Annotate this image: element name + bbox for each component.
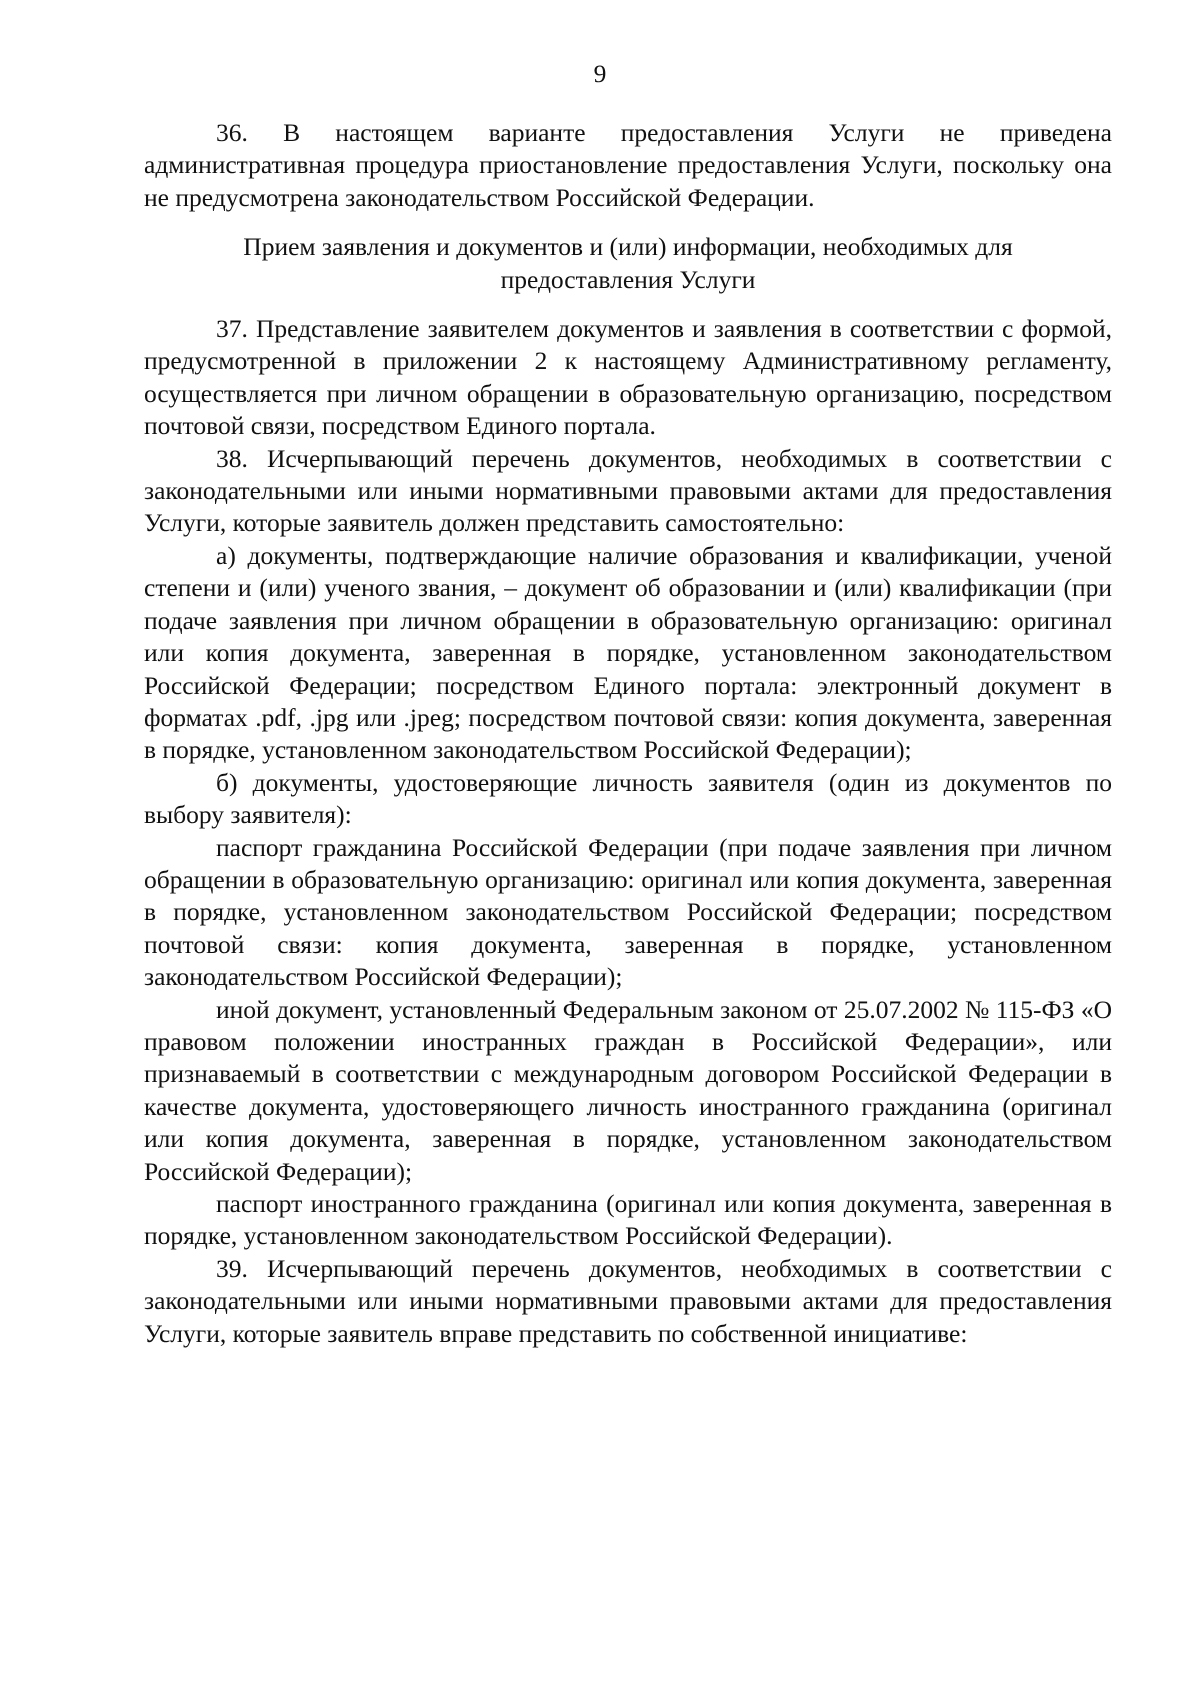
paragraph-38-b-passport-rf: паспорт гражданина Российской Федерации (при подаче заявления при личном обращении в образовательную организацию: оригинал или копия документа, заверенная в порядке, установленном законодательством Российской Федерации; посредством почтовой связи: копия документа, заверенная в порядке, установленном законодательством Российской Федерации); bbox=[144, 832, 1112, 992]
paragraph-38-b-foreign-passport: паспорт иностранного гражданина (оригинал или копия документа, заверенная в порядке, установленном законодательством Российской Федерации). bbox=[144, 1189, 1112, 1251]
paragraph-37: 37. Представление заявителем документов и заявления в соответствии с формой, предусмотренной в приложении 2 к настоящему Административному регламенту, осуществляется при личном обращении в образовательную организацию, посредством почтовой связи, посредством Единого портала. bbox=[144, 314, 1112, 441]
document-body bbox=[144, 117, 1112, 1350]
paragraph-38-b-other-document: иной документ, установленный Федеральным законом от 25.07.2002 № 115-ФЗ «О правовом положении иностранных граждан в Российской Федерации», или признаваемый в соответствии с международным договором Российской Федерации в качестве документа, удостоверяющего личность иностранного гражданина (оригинал или копия документа, заверенная в порядке, установленном законодательством Российской Федерации); bbox=[144, 994, 1112, 1186]
paragraph-38-item-b: б) документы, удостоверяющие личность заявителя (один из документов по выбору заявителя): bbox=[144, 767, 1112, 830]
paragraph-39: 39. Исчерпывающий перечень документов, необходимых в соответствии с законодательными или иными нормативными правовыми актами для предоставления Услуги, которые заявитель вправе представить по собственной инициативе: bbox=[144, 1253, 1112, 1348]
page-number: 9 bbox=[593, 59, 607, 88]
paragraph-36: 36. В настоящем варианте предоставления Услуги не приведена административная процедура приостановление предоставления Услуги, поскольку она не предусмотрена законодательством Российской Федерации. bbox=[144, 118, 1112, 212]
paragraph-38: 38. Исчерпывающий перечень документов, необходимых в соответствии с законодательными или иными нормативными правовыми актами для предоставления Услуги, которые заявитель должен представить самостоятельно: bbox=[144, 443, 1112, 538]
paragraph-38-item-a: а) документы, подтверждающие наличие образования и квалификации, ученой степени и (или) ученого звания, – документ об образовании и (или) квалификации (при подаче заявления при личном обращении в образовательную организацию: оригинал или копия документа, заверенная в порядке, установленном законодательством Российской Федерации; посредством Единого портала: электронный документ в форматах .pdf, .jpg или .jpeg; посредством почтовой связи: копия документа, заверенная в порядке, установленном законодательством Российской Федерации); bbox=[144, 540, 1112, 765]
section-heading: Прием заявления и документов и (или) информации, необходимых для предоставления Услуги bbox=[243, 232, 1013, 294]
